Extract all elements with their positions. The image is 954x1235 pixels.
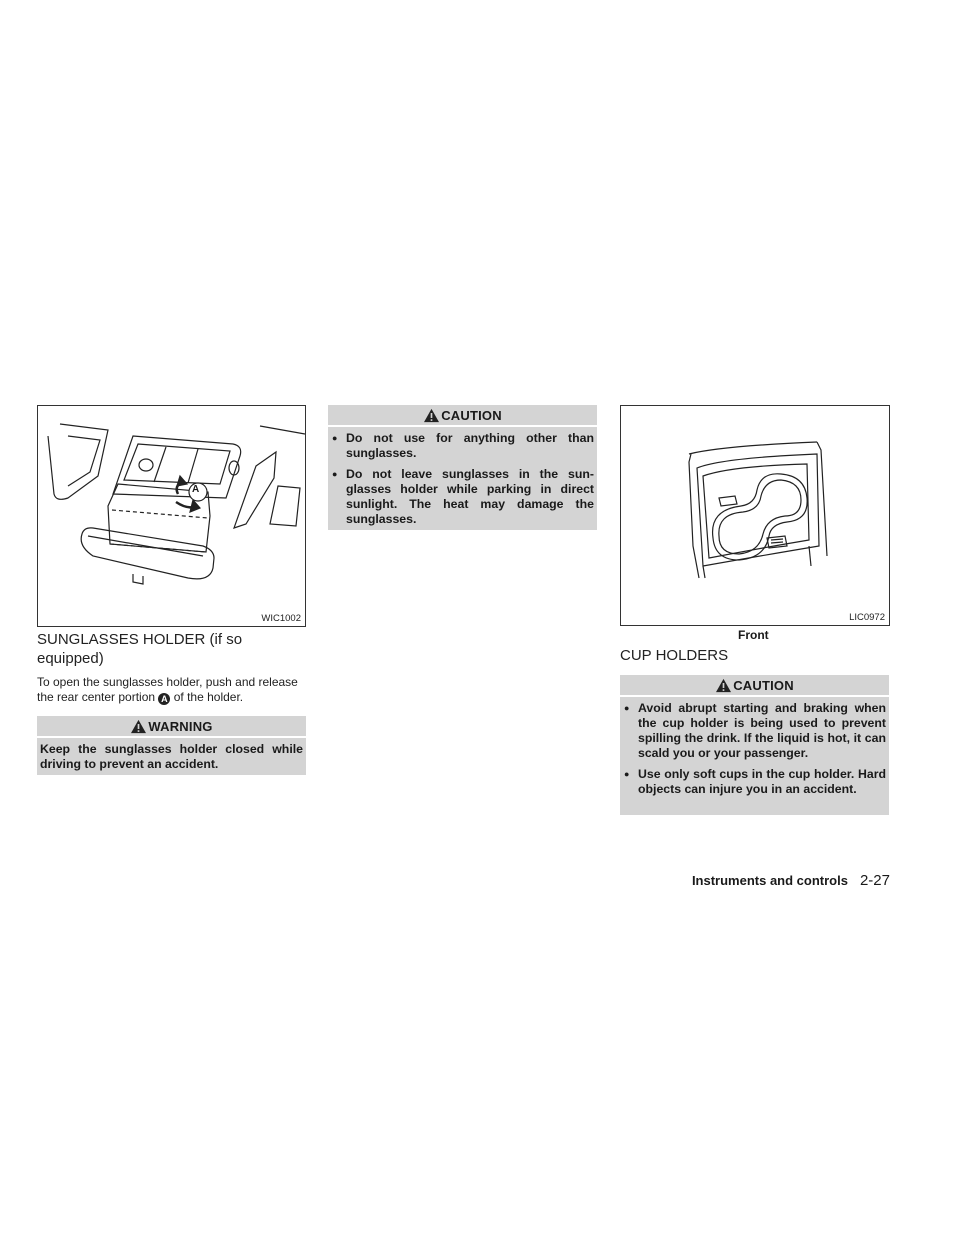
figure-code: LIC0972 — [849, 612, 885, 623]
caution-list — [331, 431, 594, 527]
caution-body — [328, 427, 597, 531]
warning-triangle-icon — [715, 678, 732, 693]
cup-holders-figure — [620, 405, 890, 626]
page-number: 2-27 — [859, 872, 890, 889]
warning-box — [37, 716, 306, 775]
footer-section-title: Instruments and controls — [691, 873, 848, 888]
caution-item: ● Do not leave sunglasses in the sun-glasses holder while parking in direct sunlight. The heat may damage the sunglasses. — [331, 467, 594, 527]
figure-code: WIC1002 — [261, 613, 301, 624]
caution-title: CAUTION — [441, 407, 502, 423]
sunglasses-caution-box — [328, 405, 597, 530]
warning-triangle-icon — [423, 408, 440, 423]
warning-title-bar — [37, 716, 306, 738]
sunglasses-holder-figure — [37, 405, 306, 627]
caution-item: ● Use only soft cups in the cup holder. Hard objects can injure you in an accident. — [623, 767, 886, 797]
instructions-text-start: To open the sunglasses holder, push and release the rear center portion — [37, 675, 298, 704]
caution-title-bar — [620, 675, 889, 697]
cup-holders-heading: CUP HOLDERS — [620, 647, 729, 664]
caution-item: ● Avoid abrupt starting and braking when the cup holder is being used to prevent spilling the drink. If the liquid is hot, it can scald you or your passenger. — [623, 701, 886, 761]
caution-body — [620, 697, 889, 801]
caution-list — [623, 701, 886, 797]
cup-holders-caution-box — [620, 675, 889, 815]
figure-caption-front: Front — [738, 628, 769, 642]
caution-title: CAUTION — [733, 677, 794, 693]
instructions-text-end: of the holder. — [170, 690, 244, 704]
warning-title: WARNING — [148, 718, 213, 734]
caution-title-bar — [328, 405, 597, 427]
sunglasses-holder-illustration — [38, 406, 305, 626]
cup-holders-illustration — [621, 406, 889, 625]
warning-text: Keep the sunglasses holder closed while driving to prevent an accident. — [40, 742, 303, 771]
caution-item: ● Do not use for anything other than sunglasses. — [331, 431, 594, 461]
page-footer — [692, 872, 890, 889]
callout-marker-a: A — [158, 693, 170, 705]
sunglasses-holder-instructions — [37, 675, 309, 705]
warning-triangle-icon — [130, 719, 147, 734]
callout-label-a: A — [192, 484, 200, 495]
sunglasses-holder-heading: SUNGLASSES HOLDER (if so equipped) — [37, 631, 243, 667]
